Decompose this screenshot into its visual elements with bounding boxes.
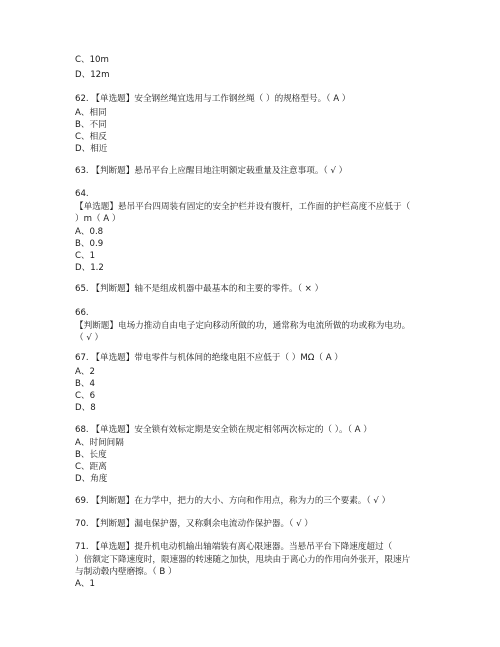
option-b: B、4	[75, 379, 95, 389]
option-a: A、时间间隔	[75, 438, 124, 448]
option-c: C、6	[75, 391, 96, 401]
option-d: D、1.2	[75, 263, 104, 273]
option-b: B、长度	[75, 450, 107, 460]
option-a: A、1	[75, 579, 95, 589]
option-d: D、相近	[75, 144, 108, 154]
question-71-continued-2: 与制动毂内壁磨擦。（ B ）	[75, 567, 177, 577]
option-a: A、相同	[75, 108, 107, 118]
option-c: C、相反	[75, 132, 107, 142]
question-66: 【判断题】电场力推动自由电子定向移动所做的功，通常称为电流所做的功或称为电功。	[75, 321, 411, 331]
question-66-continued: （ √ ）	[75, 333, 104, 343]
question-70: 70. 【判断题】漏电保护器，又称剩余电流动作保护器。（ √ ）	[75, 519, 313, 529]
question-64-continued: ）m（ A ）	[75, 214, 121, 224]
option-d: D、12m	[75, 70, 110, 80]
option-c: C、1	[75, 251, 96, 261]
question-62: 62. 【单选题】安全钢丝绳宜选用与工作钢丝绳（ ）的规格型号。（ A ）	[75, 94, 351, 104]
question-64-number: 64.	[75, 189, 89, 199]
option-a: A、2	[75, 367, 95, 377]
option-d: D、8	[75, 403, 96, 413]
option-b: B、不同	[75, 120, 107, 130]
option-a: A、0.8	[75, 227, 104, 237]
option-b: B、0.9	[75, 239, 104, 249]
question-66-number: 66.	[75, 308, 89, 318]
question-64: 【单选题】悬吊平台四周装有固定的安全护栏并设有腹杆，工作面的护栏高度不应低于（	[75, 202, 411, 212]
question-69: 69. 【判断题】在力学中，把力的大小、方向和作用点，称为力的三个要素。（ √ ）	[75, 496, 391, 506]
question-63: 63. 【判断题】悬吊平台上应醒目地注明额定载重量及注意事项。（ √ ）	[75, 166, 348, 176]
question-68: 68. 【单选题】安全锁有效标定期是安全锁在规定相邻两次标定的（ ）。（ A ）	[75, 425, 372, 435]
option-c: C、10m	[75, 55, 109, 65]
option-c: C、距离	[75, 462, 107, 472]
option-d: D、角度	[75, 474, 108, 484]
question-67: 67. 【单选题】带电零件与机体间的绝缘电阻不应低于（ ）MΩ（ A ）	[75, 353, 343, 363]
question-71-continued: ）倍额定下降速度时，限速器的转速随之加快，甩块由于离心力的作用向外张开，限速片	[75, 555, 411, 565]
question-71: 71. 【单选题】提升机电动机输出轴端装有离心限速器。当悬吊平台下降速度超过（	[75, 542, 393, 552]
question-65: 65. 【判断题】轴不是组成机器中最基本的和主要的零件。（ × ）	[75, 284, 324, 294]
